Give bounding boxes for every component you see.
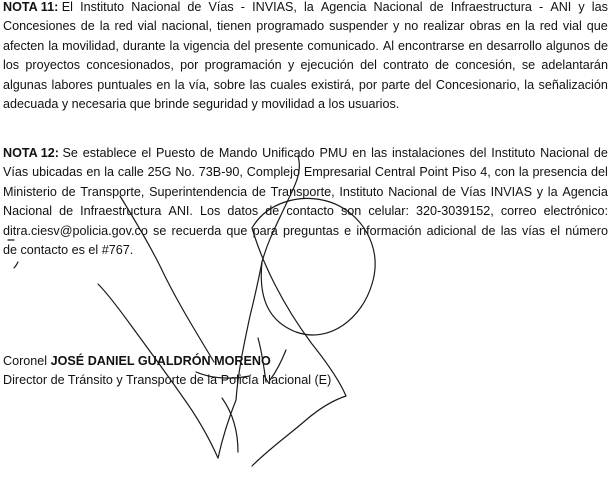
word: afecten bbox=[3, 38, 45, 53]
word: Nacional bbox=[388, 184, 438, 199]
word: Infraestructura bbox=[80, 204, 162, 219]
word: por bbox=[180, 58, 199, 73]
word: Transporte, bbox=[80, 184, 145, 199]
nota-11-line-4 bbox=[3, 56, 608, 75]
word: Instituto bbox=[339, 184, 384, 199]
word: la bbox=[169, 38, 180, 53]
word: realizar bbox=[423, 19, 465, 34]
nota-11-paragraph bbox=[3, 0, 608, 114]
word: de bbox=[434, 58, 449, 73]
word: Central bbox=[374, 165, 416, 180]
word: cuales bbox=[270, 77, 307, 92]
word: la bbox=[518, 165, 529, 180]
word: no bbox=[404, 19, 419, 34]
word: programación bbox=[204, 58, 282, 73]
word: en bbox=[468, 38, 483, 53]
word: ditra.ciesv@policia.gov.co bbox=[3, 223, 148, 238]
word: vial bbox=[562, 19, 582, 34]
word: ANI. bbox=[168, 204, 193, 219]
word: para bbox=[252, 223, 278, 238]
nota-11-label: NOTA 11: bbox=[3, 0, 59, 14]
word: Puesto bbox=[156, 146, 196, 160]
word: en bbox=[352, 146, 367, 160]
signatory-title: Director de Tránsito y Transporte de la Policía Nacional (E) bbox=[3, 373, 332, 387]
word: Infraestructura bbox=[450, 0, 532, 14]
word: en bbox=[505, 19, 520, 34]
word: electrónico: bbox=[543, 204, 608, 219]
word: la bbox=[524, 19, 535, 34]
word: las bbox=[500, 223, 517, 238]
word: contacto bbox=[286, 204, 334, 219]
word: el bbox=[550, 223, 561, 238]
word: Se bbox=[62, 146, 78, 160]
word: de bbox=[59, 204, 74, 219]
word: adicional bbox=[426, 223, 477, 238]
word: Agencia bbox=[562, 184, 608, 199]
word: de bbox=[61, 184, 76, 199]
word: recuerda bbox=[171, 223, 222, 238]
word: movilidad, bbox=[62, 38, 119, 53]
word: Vías bbox=[460, 184, 486, 199]
word: Concesionario, bbox=[435, 77, 520, 92]
word: de bbox=[200, 146, 215, 160]
word: No. bbox=[175, 165, 195, 180]
word: la bbox=[48, 38, 59, 53]
word: concesionados, bbox=[86, 58, 174, 73]
word: las bbox=[249, 77, 266, 92]
word: Complejo bbox=[246, 165, 300, 180]
word: de bbox=[593, 146, 608, 160]
word: de bbox=[187, 0, 202, 14]
word: parte bbox=[381, 77, 411, 92]
word: algunas bbox=[3, 77, 48, 92]
word: con bbox=[494, 165, 515, 180]
word: las bbox=[591, 0, 608, 14]
word: obras bbox=[469, 19, 501, 34]
signatory-name-line bbox=[3, 353, 271, 370]
word: e bbox=[344, 223, 352, 238]
word: preguntas bbox=[282, 223, 339, 238]
word: Piso bbox=[451, 165, 477, 180]
word: calle bbox=[117, 165, 144, 180]
word: programado bbox=[256, 19, 325, 34]
word: 25G bbox=[147, 165, 172, 180]
word: de bbox=[441, 184, 456, 199]
word: El bbox=[61, 0, 73, 14]
word: Superintendencia bbox=[149, 184, 248, 199]
word: durante bbox=[122, 38, 166, 53]
word: de bbox=[265, 204, 280, 219]
word: red bbox=[539, 19, 558, 34]
word: nacional, bbox=[161, 19, 213, 34]
word: contrato bbox=[383, 58, 429, 73]
nota-12-line-4 bbox=[3, 202, 608, 221]
word: desarrollo bbox=[486, 38, 542, 53]
word: Instituto bbox=[80, 0, 125, 14]
word: 320-3039152, bbox=[416, 204, 494, 219]
nota-11-line-3 bbox=[3, 37, 608, 56]
word: se bbox=[521, 58, 536, 73]
word: que bbox=[226, 223, 248, 238]
word: - bbox=[539, 0, 544, 14]
word: Concesiones bbox=[3, 19, 76, 34]
word: ubicadas bbox=[32, 165, 83, 180]
signatory-rank: Coronel bbox=[3, 354, 48, 368]
word: algunos bbox=[545, 38, 590, 53]
word: suspender bbox=[329, 19, 388, 34]
word: las bbox=[371, 146, 388, 160]
nota-12-line-1 bbox=[3, 144, 608, 163]
word: Vías bbox=[208, 0, 234, 14]
word: labores bbox=[51, 77, 93, 92]
word: concesión, bbox=[455, 58, 516, 73]
word: Nacional bbox=[3, 204, 53, 219]
word: sobre bbox=[213, 77, 246, 92]
word: y bbox=[287, 58, 295, 73]
word: Instituto bbox=[491, 146, 536, 160]
word: presente bbox=[254, 38, 304, 53]
word: del bbox=[414, 77, 432, 92]
word: proyectos bbox=[25, 58, 81, 73]
word: la bbox=[524, 77, 535, 92]
word: ejecución bbox=[300, 58, 354, 73]
word: Transporte, bbox=[270, 184, 335, 199]
word: del bbox=[360, 58, 377, 73]
word: la bbox=[174, 77, 185, 92]
word: - bbox=[240, 0, 245, 14]
word: Los bbox=[199, 204, 221, 219]
word: Mando bbox=[218, 146, 258, 160]
word: Nacional bbox=[373, 0, 423, 14]
word: puntuales bbox=[97, 77, 152, 92]
word: en bbox=[156, 77, 171, 92]
word: del bbox=[469, 146, 487, 160]
word: 73B-90, bbox=[198, 165, 243, 180]
word: ANI bbox=[550, 0, 572, 14]
word: instalaciones bbox=[391, 146, 465, 160]
word: Nacional bbox=[540, 146, 590, 160]
word: comunicado. bbox=[307, 38, 379, 53]
word: la bbox=[99, 19, 110, 34]
word: 4, bbox=[480, 165, 491, 180]
word: el bbox=[141, 146, 152, 160]
nota-12-line-5 bbox=[3, 222, 608, 241]
word: vía, bbox=[189, 77, 210, 92]
word: celular: bbox=[368, 204, 409, 219]
nota-11-line-1 bbox=[3, 0, 608, 17]
word: los bbox=[3, 58, 20, 73]
word: correo bbox=[500, 204, 537, 219]
word: PMU bbox=[319, 146, 348, 160]
word: de bbox=[593, 38, 608, 53]
word: Point bbox=[419, 165, 449, 180]
word: datos bbox=[227, 204, 259, 219]
word: de bbox=[251, 184, 266, 199]
word: encontrarse bbox=[398, 38, 465, 53]
nota-12-label: NOTA 12: bbox=[3, 146, 59, 160]
word: establece bbox=[82, 146, 137, 160]
word: Agencia bbox=[320, 0, 367, 14]
word: en bbox=[86, 165, 101, 180]
word: del bbox=[233, 38, 251, 53]
nota-12-paragraph bbox=[3, 144, 608, 260]
word: que bbox=[586, 19, 608, 34]
word: tienen bbox=[216, 19, 252, 34]
word: vías bbox=[522, 223, 546, 238]
word: existirá, bbox=[311, 77, 355, 92]
word: la bbox=[104, 165, 115, 180]
word: INVIAS, bbox=[252, 0, 297, 14]
word: Nacional bbox=[131, 0, 181, 14]
word: la bbox=[303, 0, 314, 14]
nota-11-line-5 bbox=[3, 76, 608, 95]
word: de bbox=[481, 223, 496, 238]
word: vial bbox=[137, 19, 157, 34]
word: Vías bbox=[3, 165, 29, 180]
nota-12-line-3 bbox=[3, 183, 608, 202]
nota-12-line-6: de contacto es el #767. bbox=[3, 243, 134, 258]
word: número bbox=[565, 223, 608, 238]
nota-12-line-2 bbox=[3, 163, 608, 182]
word: son bbox=[340, 204, 362, 219]
word: adelantarán bbox=[541, 58, 608, 73]
nota-11-line-2 bbox=[3, 17, 608, 36]
word: se bbox=[153, 223, 167, 238]
word: Empresarial bbox=[303, 165, 372, 180]
signatory-name: JOSÉ DANIEL GUALDRÓN MORENO bbox=[50, 354, 271, 368]
word: por bbox=[358, 77, 378, 92]
word: vigencia bbox=[183, 38, 230, 53]
word: y bbox=[392, 19, 400, 34]
word: Al bbox=[382, 38, 395, 53]
word: presencia bbox=[532, 165, 588, 180]
word: Unificado bbox=[262, 146, 315, 160]
word: y bbox=[578, 0, 585, 14]
word: información bbox=[356, 223, 422, 238]
word: de bbox=[80, 19, 95, 34]
word: del bbox=[590, 165, 608, 180]
word: INVIAS bbox=[490, 184, 532, 199]
word: y bbox=[536, 184, 544, 199]
nota-11-line-6: adecuada y necesaria que brinde seguridad y movilidad a los usuarios. bbox=[3, 97, 400, 112]
word: de bbox=[429, 0, 444, 14]
word: Ministerio bbox=[3, 184, 57, 199]
word: red bbox=[114, 19, 133, 34]
word: señalización bbox=[538, 77, 608, 92]
word: la bbox=[547, 184, 558, 199]
